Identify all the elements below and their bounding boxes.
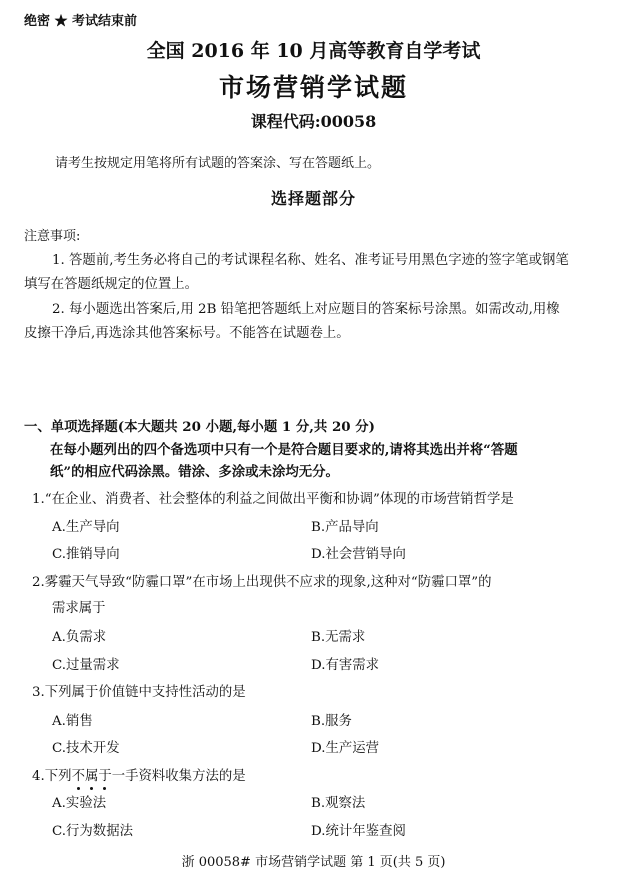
note-1-line-1: 1. 答题前,考生务必将自己的考试课程名称、姓名、准考证号用黑色字迹的签字笔或钢笔 (52, 253, 569, 268)
question-2-stem-line-2: 需求属于 (52, 601, 106, 616)
course-code: 课程代码:00058 (250, 112, 377, 131)
question-3-stem: 3.下列属于价值链中支持性活动的是 (32, 685, 246, 700)
question-1-stem: 1.“在企业、消费者、社会整体的利益之间做出平衡和协调”体现的市场营销哲学是 (32, 492, 514, 507)
question-2-stem: 2.雾霾天气导致“防霾口罩”在市场上出现供不应求的现象,这种对“防霾口罩”的 (32, 575, 492, 590)
question-4-stem (32, 765, 246, 784)
part-1-desc-line-1: 在每小题列出的四个备选项中只有一个是符合题目要求的,请将其选出并将“答题 (50, 442, 518, 458)
emphasis-dot (77, 787, 80, 790)
part-1-desc-line-2: 纸”的相应代码涂黑。错涂、多涂或未涂均无分。 (50, 464, 339, 480)
question-4-emphasis (72, 769, 112, 784)
note-1-line-2: 填写在答题纸规定的位置上。 (24, 277, 199, 292)
emphasis-dot (90, 787, 93, 790)
instruction-text: 请考生按规定用笔将所有试题的答案涂、写在答题纸上。 (55, 156, 381, 171)
paper-title: 市场营销学试题 (218, 73, 408, 102)
note-2-line-1: 2. 每小题选出答案后,用 2B 铅笔把答题纸上对应题目的答案标号涂黑。如需改动,用橡 (52, 302, 560, 317)
question-3-option-b: B.服务 (311, 714, 352, 729)
question-4-option-d: D.统计年鉴查阅 (311, 824, 406, 839)
question-1-option-d: D.社会营销导向 (311, 547, 406, 562)
question-4-option-b: B.观察法 (311, 796, 366, 811)
confidential-mark: 绝密 ★ 考试结束前 (24, 14, 138, 29)
question-3-option-a: A.销售 (52, 714, 93, 729)
question-1-option-b: B.产品导向 (311, 520, 379, 535)
question-3-option-c: C.技术开发 (52, 741, 120, 756)
exam-title: 全国 2016 年 10 月高等教育自学考试 (146, 40, 481, 62)
question-4-stem-prefix: 4.下列 (32, 769, 72, 784)
note-2-line-2: 皮擦干净后,再选涂其他答案标号。不能答在试题卷上。 (24, 326, 350, 341)
question-2-option-d: D.有害需求 (311, 658, 380, 673)
question-1-option-c: C.推销导向 (52, 547, 120, 562)
question-2-option-c: C.过量需求 (52, 658, 120, 673)
section-title: 选择题部分 (270, 189, 356, 208)
question-4-option-a: A.实验法 (52, 796, 107, 811)
question-4-option-c: C.行为数据法 (52, 824, 133, 839)
question-3-option-d: D.生产运营 (311, 741, 380, 756)
part-1-heading: 一、单项选择题(本大题共 20 小题,每小题 1 分,共 20 分) (24, 419, 375, 435)
question-4-stem-suffix: 一手资料收集方法的是 (111, 769, 246, 784)
notes-heading: 注意事项: (24, 229, 81, 244)
page-footer: 浙 00058# 市场营销学试题 第 1 页(共 5 页) (181, 855, 446, 870)
question-2-option-a: A.负需求 (52, 630, 107, 645)
emphasis-dot (103, 787, 106, 790)
question-4-emphasis-text: 不属于 (71, 769, 112, 784)
question-1-option-a: A.生产导向 (52, 520, 120, 535)
question-2-option-b: B.无需求 (311, 630, 366, 645)
